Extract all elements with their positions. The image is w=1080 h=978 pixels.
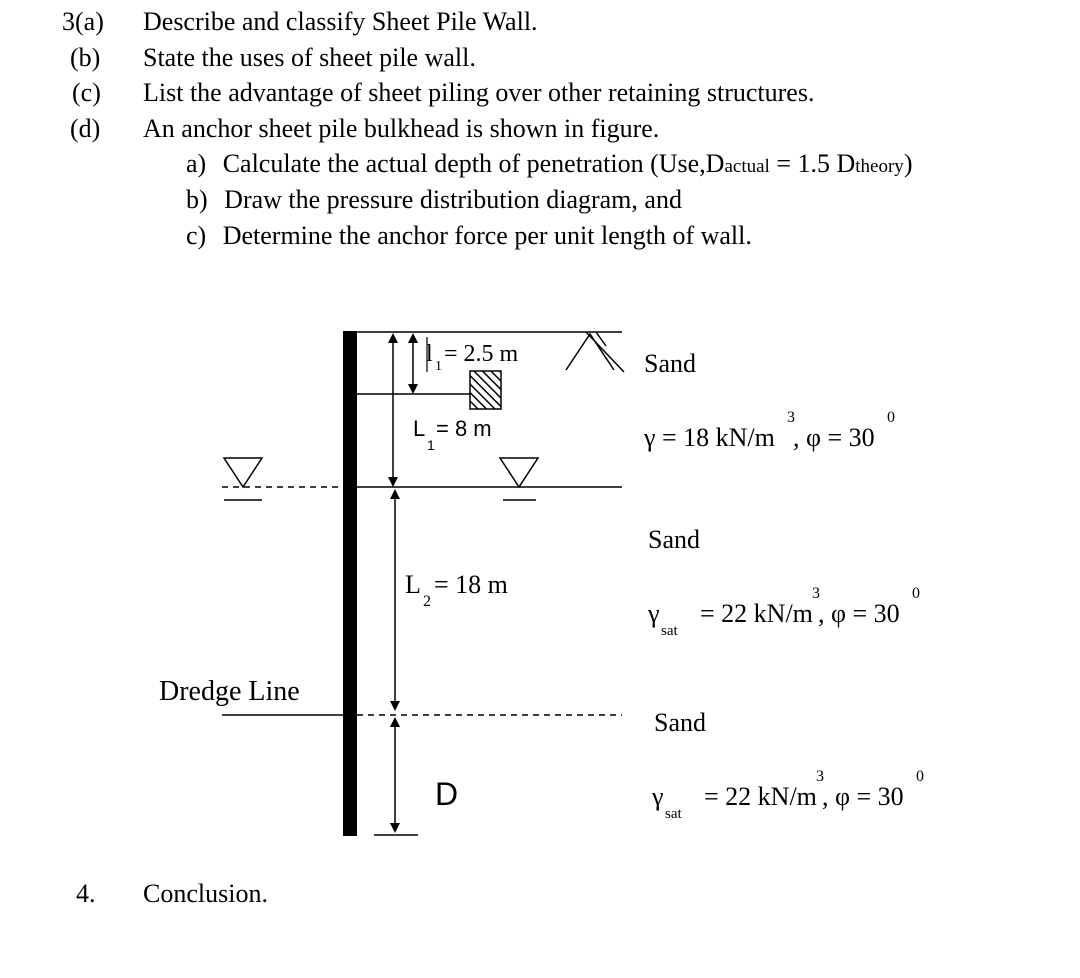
layer2-phi-exp: 0 xyxy=(912,585,920,602)
water-table-symbol-back-icon xyxy=(500,458,538,500)
layer1-exp: 3 xyxy=(787,409,795,426)
question-3b-number: (b) xyxy=(70,43,101,72)
subpart-c-label: c) xyxy=(186,221,207,250)
question-3d-number: (d) xyxy=(70,114,101,143)
layer1-phi: , φ = 30 xyxy=(793,423,875,452)
question-3a-text: Describe and classify Sheet Pile Wall. xyxy=(143,7,538,36)
layer2-unit: = 22 kN/m xyxy=(700,599,813,628)
question-3c-number: (c) xyxy=(72,78,101,107)
subpart-c-text: Determine the anchor force per unit length of wall. xyxy=(222,221,752,250)
L2-label: L xyxy=(405,570,421,599)
L1-value: = 8 m xyxy=(436,416,492,441)
L2-label-sub: 2 xyxy=(423,593,431,610)
ground-hatch-icon xyxy=(566,332,624,372)
D-label: D xyxy=(435,776,459,812)
question-3d-text: An anchor sheet pile bulkhead is shown in figure. xyxy=(143,114,660,143)
layer2-gamma-sub: sat xyxy=(661,623,678,639)
L1-label: L xyxy=(413,416,426,441)
water-table-symbol-front-icon xyxy=(224,458,262,500)
sheet-pile-wall xyxy=(343,331,357,836)
layer3-phi-exp: 0 xyxy=(916,768,924,785)
layer3-unit: = 22 kN/m xyxy=(704,782,817,811)
layer2-phi: , φ = 30 xyxy=(818,599,900,628)
question-3b-text: State the uses of sheet pile wall. xyxy=(143,43,476,72)
L1-label-sub: 1 xyxy=(427,437,435,453)
question-3a-number: 3(a) xyxy=(62,7,104,36)
subpart-a-sub-actual: actual xyxy=(724,156,770,177)
layer3-gamma: γ xyxy=(652,782,664,811)
subpart-a-label: a) xyxy=(186,149,207,178)
subpart-a-mid: = 1.5 D xyxy=(769,149,856,178)
question-4-text: Conclusion. xyxy=(143,879,268,908)
L2-value: = 18 m xyxy=(434,570,508,599)
l1-label-sub: 1 xyxy=(435,359,442,374)
subpart-b-label: b) xyxy=(186,185,208,214)
layer3-name: Sand xyxy=(654,708,706,737)
layer1-name: Sand xyxy=(644,349,696,378)
layer3-phi: , φ = 30 xyxy=(822,782,904,811)
subpart-a-sub-theory: theory xyxy=(855,156,904,177)
anchor-block xyxy=(470,371,501,409)
layer2-gamma: γ xyxy=(648,599,660,628)
layer3-gamma-sub: sat xyxy=(665,806,682,822)
dredge-line-label: Dredge Line xyxy=(159,676,300,707)
layer1-gamma: γ = 18 kN/m xyxy=(644,423,775,452)
layer3-exp: 3 xyxy=(816,768,824,785)
l1-label: l xyxy=(426,341,433,367)
question-4-number: 4. xyxy=(76,879,96,908)
subpart-b-text: Draw the pressure distribution diagram, and xyxy=(224,185,682,214)
l1-value: = 2.5 m xyxy=(444,341,519,367)
subpart-a-end: ) xyxy=(903,149,913,178)
question-3c-text: List the advantage of sheet piling over other retaining structures. xyxy=(143,78,815,107)
layer1-phi-exp: 0 xyxy=(887,409,895,426)
subpart-a-text: Calculate the actual depth of penetration (Use,D xyxy=(222,149,725,178)
layer2-exp: 3 xyxy=(812,585,820,602)
layer2-name: Sand xyxy=(648,525,700,554)
